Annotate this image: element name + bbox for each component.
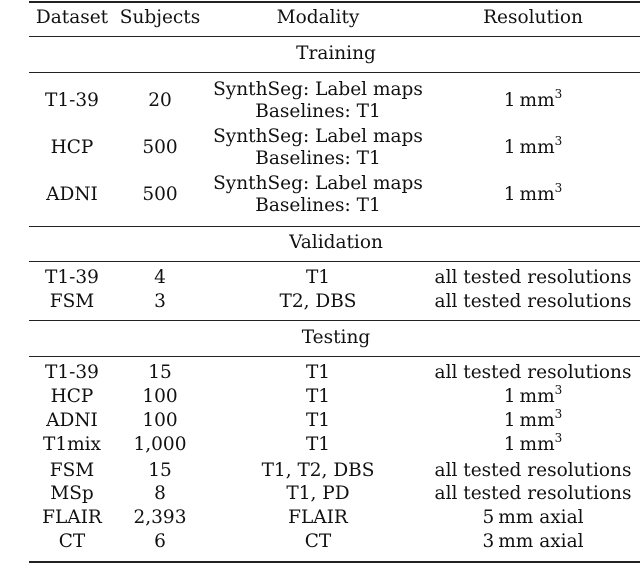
modality-cell: FLAIR (288, 507, 348, 528)
resolution-unit: mm axial (498, 507, 584, 528)
subjects-cell: 500 (142, 137, 178, 158)
subjects-cell: 15 (148, 460, 172, 481)
resolution-cell (503, 134, 563, 159)
section-title: Validation (289, 232, 383, 253)
resolution-value: 1 (503, 90, 516, 111)
table-rule (29, 320, 640, 321)
modality-cell: T1 (305, 267, 331, 288)
table-rule (29, 356, 640, 357)
resolution-unit: mm (519, 184, 555, 205)
dataset-cell: CT (58, 531, 86, 552)
resolution-value: 1 (503, 410, 516, 431)
resolution-value: 1 (503, 184, 516, 205)
dataset-cell: FSM (49, 460, 95, 481)
dataset-cell: ADNI (46, 410, 98, 431)
dataset-cell: T1-39 (45, 362, 99, 383)
modality-cell: Baselines: T1 (255, 195, 381, 216)
modality-cell: SynthSeg: Label maps (213, 173, 423, 194)
modality-cell: T1 (305, 434, 331, 455)
resolution-cell (482, 507, 583, 529)
modality-cell: Baselines: T1 (255, 101, 381, 122)
dataset-cell: T1-39 (45, 90, 99, 111)
modality-cell: T1, PD (286, 483, 350, 504)
resolution-value: 1 (503, 386, 516, 407)
resolution-unit: mm (519, 90, 555, 111)
resolution-exponent: 3 (554, 383, 563, 397)
dataset-cell: FLAIR (42, 507, 102, 528)
resolution-cell: all tested resolutions (434, 291, 632, 312)
resolution-unit: mm (519, 410, 555, 431)
table-rule (29, 261, 640, 262)
subjects-cell: 4 (154, 267, 166, 288)
resolution-cell: all tested resolutions (434, 483, 632, 504)
resolution-exponent: 3 (554, 181, 563, 195)
column-header: Dataset (35, 7, 109, 28)
dataset-cell: ADNI (46, 184, 98, 205)
column-header: Resolution (483, 7, 583, 28)
table-rule (29, 36, 640, 37)
subjects-cell: 100 (142, 410, 178, 431)
subjects-cell: 2,393 (133, 507, 187, 528)
modality-cell: T2, DBS (279, 291, 357, 312)
dataset-cell: T1-39 (45, 267, 99, 288)
resolution-value: 1 (503, 434, 516, 455)
subjects-cell: 8 (154, 483, 166, 504)
dataset-cell: FSM (49, 291, 95, 312)
table-rule (29, 226, 640, 227)
table-rule (29, 1, 640, 3)
dataset-cell: HCP (50, 386, 94, 407)
modality-cell: T1 (305, 362, 331, 383)
modality-cell: Baselines: T1 (255, 148, 381, 169)
resolution-exponent: 3 (554, 134, 563, 148)
column-header: Subjects (119, 7, 201, 28)
section-title: Training (296, 43, 376, 64)
subjects-cell: 20 (148, 90, 172, 111)
subjects-cell: 15 (148, 362, 172, 383)
resolution-cell (503, 407, 563, 432)
table-rule (29, 561, 640, 563)
resolution-unit: mm axial (498, 531, 584, 552)
resolution-cell: all tested resolutions (434, 362, 632, 383)
resolution-cell (503, 431, 563, 456)
modality-cell: CT (304, 531, 332, 552)
table-rule (29, 72, 640, 73)
dataset-cell: HCP (50, 137, 94, 158)
dataset-cell: MSp (50, 483, 94, 504)
modality-cell: SynthSeg: Label maps (213, 79, 423, 100)
resolution-exponent: 3 (554, 407, 563, 421)
resolution-cell (503, 383, 563, 408)
resolution-cell (503, 87, 563, 112)
dataset-cell: T1mix (42, 434, 102, 455)
subjects-cell: 3 (154, 291, 166, 312)
subjects-cell: 1,000 (133, 434, 187, 455)
subjects-cell: 500 (142, 184, 178, 205)
resolution-cell (503, 181, 563, 206)
subjects-cell: 100 (142, 386, 178, 407)
modality-cell: SynthSeg: Label maps (213, 126, 423, 147)
resolution-exponent: 3 (554, 87, 563, 101)
modality-cell: T1 (305, 386, 331, 407)
modality-cell: T1, T2, DBS (261, 460, 375, 481)
resolution-cell (482, 531, 583, 553)
subjects-cell: 6 (154, 531, 166, 552)
resolution-cell: all tested resolutions (434, 460, 632, 481)
modality-cell: T1 (305, 410, 331, 431)
column-header: Modality (276, 7, 360, 28)
resolution-unit: mm (519, 137, 555, 158)
resolution-value: 5 (482, 507, 495, 528)
resolution-unit: mm (519, 386, 555, 407)
resolution-exponent: 3 (554, 431, 563, 445)
resolution-unit: mm (519, 434, 555, 455)
section-title: Testing (301, 327, 371, 348)
resolution-value: 1 (503, 137, 516, 158)
resolution-value: 3 (482, 531, 495, 552)
resolution-cell: all tested resolutions (434, 267, 632, 288)
